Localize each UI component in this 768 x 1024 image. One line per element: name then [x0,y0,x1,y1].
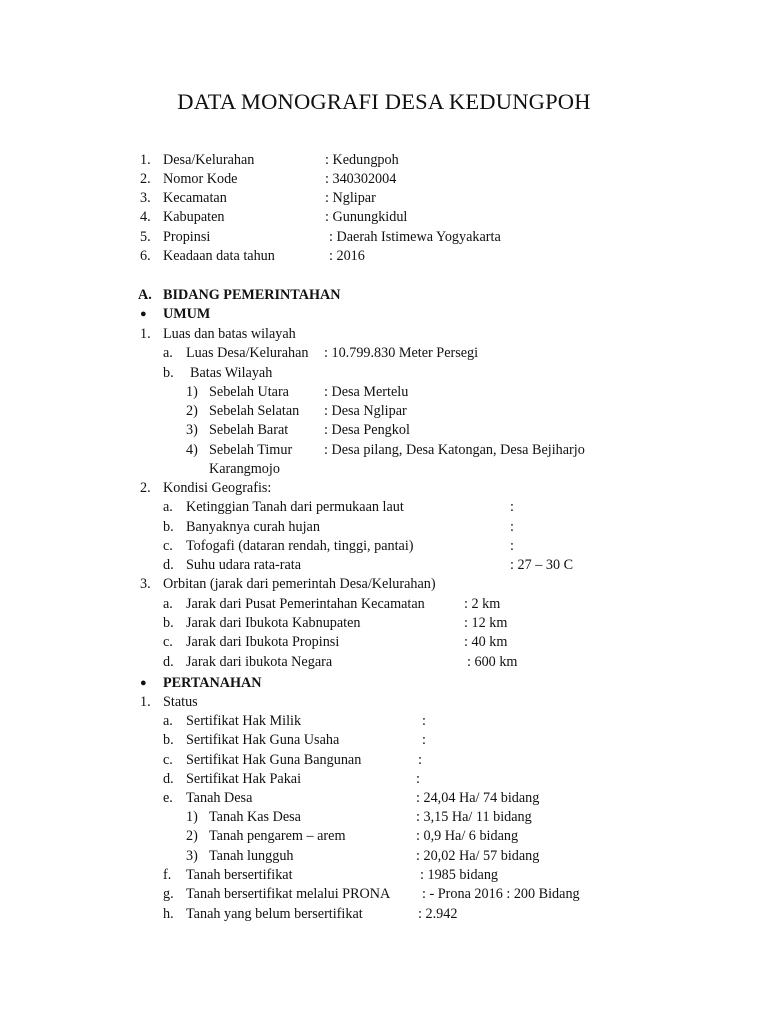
list-number: 2. [140,171,151,187]
list-label: Tanah bersertifikat melalui PRONA [186,886,391,902]
list-letter: d. [163,557,174,573]
list-letter: b. [163,732,174,748]
list-label: Sertifikat Hak Pakai [186,771,302,787]
list-letter: a. [163,499,173,515]
list-value: : [422,713,426,729]
list-value: : Desa Nglipar [324,403,407,419]
list-letter: c. [163,752,173,768]
list-number: 4. [140,209,151,225]
list-value: : [416,771,420,787]
section-marker: A. [138,287,152,303]
list-value: : Kedungpoh [325,152,399,168]
list-letter: a. [163,345,173,361]
list-value: : 3,15 Ha/ 11 bidang [416,809,532,825]
list-label: Luas Desa/Kelurahan [186,345,309,361]
page-title: DATA MONOGRAFI DESA KEDUNGPOH [177,89,591,114]
list-letter: h. [163,906,174,922]
list-value: : 2.942 [418,906,458,922]
list-number: 3. [140,190,151,206]
list-value: : - Prona 2016 : 200 Bidang [422,886,580,902]
list-number: 3) [186,422,198,438]
list-label: Tanah Desa [186,790,253,806]
list-label: Sertifikat Hak Guna Bangunan [186,752,362,768]
list-label: Keadaan data tahun [163,248,275,264]
list-label: Sebelah Timur [209,442,293,458]
list-label: Tanah bersertifikat [186,867,293,883]
list-value: : 340302004 [325,171,397,187]
list-letter: g. [163,886,174,902]
list-number: 1) [186,809,198,825]
list-value: : 600 km [467,654,518,670]
list-label: Jarak dari ibukota Negara [186,654,333,670]
list-letter: c. [163,538,173,554]
list-letter: b. [163,365,174,381]
list-letter: f. [163,867,172,883]
list-number: 4) [186,442,198,458]
list-label: Sebelah Selatan [209,403,300,419]
list-label: Ketinggian Tanah dari permukaan laut [186,499,404,515]
list-value: : 2016 [329,248,365,264]
list-value: : Desa Pengkol [324,422,410,438]
list-letter: c. [163,634,173,650]
subsection-heading: UMUM [163,306,211,322]
list-letter: d. [163,654,174,670]
list-value: : [510,538,514,554]
list-label: Propinsi [163,229,211,245]
list-letter: e. [163,790,173,806]
list-label: Suhu udara rata-rata [186,557,302,573]
list-letter: b. [163,519,174,535]
list-label: Sertifikat Hak Guna Usaha [186,732,340,748]
list-label: Tanah pengarem – arem [209,828,346,844]
list-value: : [418,752,422,768]
list-value: : 0,9 Ha/ 6 bidang [416,828,519,844]
list-label: Jarak dari Pusat Pemerintahan Kecamatan [186,596,425,612]
list-label: Sebelah Barat [209,422,289,438]
list-number: 2) [186,828,198,844]
list-value: : Daerah Istimewa Yogyakarta [329,229,501,245]
list-value: : 24,04 Ha/ 74 bidang [416,790,540,806]
list-label: Sebelah Utara [209,384,289,400]
bullet-icon: ● [140,677,147,689]
list-label: Tanah yang belum bersertifikat [186,906,363,922]
list-value: : Nglipar [325,190,376,206]
list-value: : [422,732,426,748]
list-label: Kecamatan [163,190,227,206]
list-number: 1) [186,384,198,400]
list-label: Orbitan (jarak dari pemerintah Desa/Kelurahan) [163,576,436,592]
subsection-heading: PERTANAHAN [163,675,262,691]
list-number: 6. [140,248,151,264]
list-value: : 1985 bidang [420,867,499,883]
list-letter: b. [163,615,174,631]
list-label: Nomor Kode [163,171,238,187]
list-letter: a. [163,596,173,612]
list-value: : 10.799.830 Meter Persegi [324,345,479,361]
list-label: Tofogafi (dataran rendah, tinggi, pantai) [186,538,414,554]
list-number: 2) [186,403,198,419]
list-label: Desa/Kelurahan [163,152,255,168]
bullet-icon: ● [140,308,147,320]
list-value: : 27 – 30 C [510,557,574,573]
list-value: : 20,02 Ha/ 57 bidang [416,848,540,864]
list-number: 1. [140,152,151,168]
list-value-continued: Karangmojo [209,461,280,477]
list-label: Status [163,694,198,710]
list-value: : Gunungkidul [325,209,408,225]
list-number: 1. [140,326,151,342]
list-value: : 40 km [464,634,508,650]
list-label: Luas dan batas wilayah [163,326,296,342]
list-label: Banyaknya curah hujan [186,519,320,535]
list-label: Jarak dari Ibukota Propinsi [186,634,340,650]
list-value: : 12 km [464,615,508,631]
list-number: 5. [140,229,151,245]
list-label: Batas Wilayah [190,365,273,381]
section-heading: BIDANG PEMERINTAHAN [163,287,341,303]
list-value: : [510,499,514,515]
list-label: Jarak dari Ibukota Kabnupaten [186,615,361,631]
list-number: 3. [140,576,151,592]
list-number: 3) [186,848,198,864]
list-label: Kabupaten [163,209,225,225]
list-value: : [510,519,514,535]
list-number: 1. [140,694,151,710]
list-label: Kondisi Geografis: [163,480,272,496]
list-number: 2. [140,480,151,496]
list-letter: a. [163,713,173,729]
list-label: Sertifikat Hak Milik [186,713,302,729]
list-value: : Desa Mertelu [324,384,409,400]
list-letter: d. [163,771,174,787]
list-label: Tanah Kas Desa [209,809,301,825]
list-value: : 2 km [464,596,501,612]
list-label: Tanah lungguh [209,848,294,864]
list-value: : Desa pilang, Desa Katongan, Desa Bejiharjo [324,442,585,458]
